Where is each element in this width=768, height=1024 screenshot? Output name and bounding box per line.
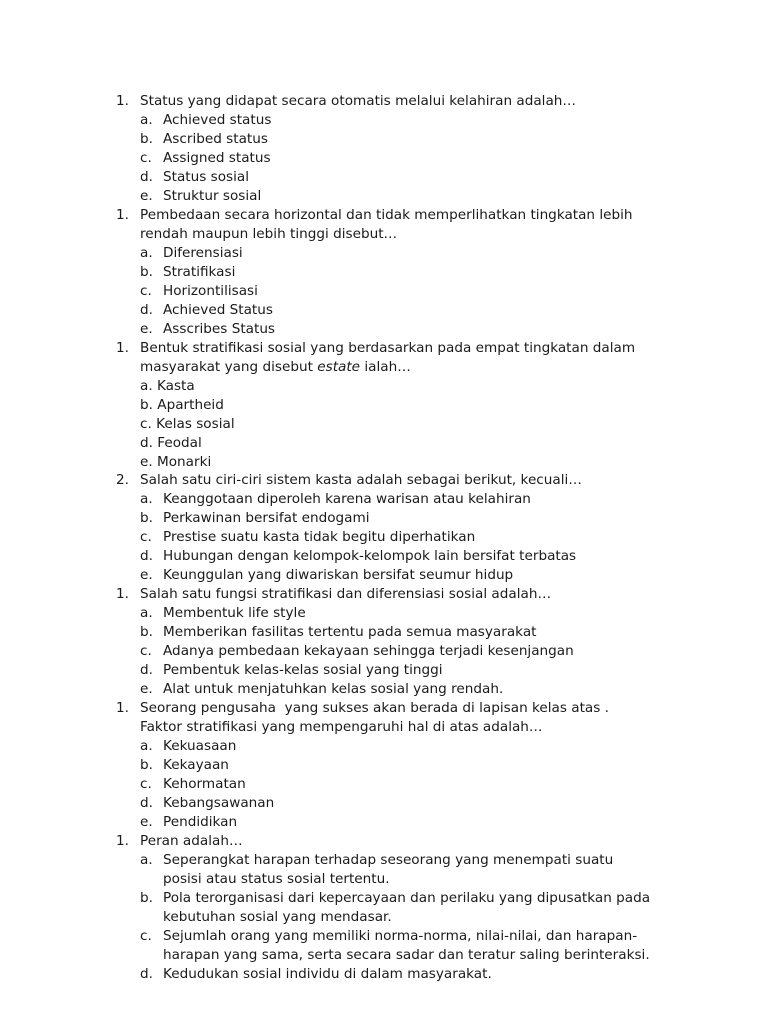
question-line [0,339,768,358]
option-item [0,301,768,320]
question-text: Faktor stratifikasi yang mempengaruhi hal di atas adalah… [140,719,543,735]
option-item [0,453,768,472]
option-item [0,547,768,566]
question-3 [0,339,768,472]
question-6 [0,699,768,832]
option-text [163,851,613,889]
option-item [0,415,768,434]
question-line [0,832,768,851]
question-text: Salah satu fungsi stratifikasi dan diferensiasi sosial adalah… [140,586,552,602]
option-text: c. Kelas sosial [140,416,235,432]
option-letter: d. [140,548,153,564]
option-item [0,813,768,832]
question-5 [0,585,768,699]
option-item [0,490,768,509]
question-line [0,206,768,225]
option-text: Achieved status [163,112,272,128]
option-letter: c. [140,776,152,792]
option-text: Alat untuk menjatuhkan kelas sosial yang rendah. [163,681,504,697]
option-item [0,604,768,623]
option-item [0,623,768,642]
option-letter: a. [140,738,153,754]
option-text: Asscribes Status [163,321,276,337]
option-item [0,889,768,927]
option-text: Ascribed status [163,131,268,147]
option-item [0,566,768,585]
option-letter: a. [140,605,153,621]
option-letter: a. [140,112,153,128]
option-letter: b. [140,757,153,773]
question-line [0,358,768,377]
option-item [0,927,768,965]
question-text: Salah satu ciri-ciri sistem kasta adalah sebagai berikut, kecuali… [140,472,582,488]
option-text: Struktur sosial [163,188,262,204]
option-item [0,965,768,984]
option-text: e. Monarki [140,454,212,470]
option-item [0,396,768,415]
question-line [0,585,768,604]
question-line [0,718,768,737]
option-letter: a. [140,245,153,261]
option-text: d. Feodal [140,435,202,451]
option-item [0,509,768,528]
option-text: Pendidikan [163,814,238,830]
option-text: Diferensiasi [163,245,243,261]
option-letter: c. [140,529,152,545]
option-text: Membentuk life style [163,605,306,621]
option-text-line: Sejumlah orang yang memiliki norma-norma, nilai-nilai, dan harapan- [163,928,638,944]
option-item [0,775,768,794]
option-letter: e. [140,321,153,337]
option-letter: d. [140,966,153,982]
option-letter: e. [140,567,153,583]
option-text: b. Apartheid [140,397,224,413]
option-text-line: Seperangkat harapan terhadap seseorang yang menempati suatu [163,852,614,868]
option-letter: a. [140,852,153,868]
option-text: Perkawinan bersifat endogami [163,510,370,526]
option-item [0,282,768,301]
option-text: Pembentuk kelas-kelas sosial yang tinggi [163,662,443,678]
option-item [0,168,768,187]
option-text: Achieved Status [163,302,273,318]
option-text: Memberikan fasilitas tertentu pada semua masyarakat [163,624,537,640]
question-number: 1. [116,586,129,602]
option-item [0,756,768,775]
option-item [0,377,768,396]
option-letter: b. [140,264,153,280]
option-item [0,642,768,661]
question-line [0,471,768,490]
option-item [0,661,768,680]
question-text [140,358,411,377]
option-item [0,263,768,282]
option-letter: e. [140,681,153,697]
option-item [0,528,768,547]
option-letter: e. [140,188,153,204]
option-letter: c. [140,283,152,299]
question-line [0,92,768,111]
option-text: Kehormatan [163,776,246,792]
question-number: 1. [116,340,129,356]
option-item [0,794,768,813]
option-text: Keunggulan yang diwariskan bersifat seumur hidup [163,567,514,583]
option-text [163,927,650,965]
question-text-part: masyarakat yang disebut [140,359,318,375]
option-letter: b. [140,890,153,906]
option-letter: b. [140,624,153,640]
option-text: a. Kasta [140,378,195,394]
option-letter: b. [140,131,153,147]
option-text-line: harapan yang sama, serta secara sadar dan teratur saling berinteraksi. [163,947,650,963]
question-number: 1. [116,700,129,716]
option-item [0,130,768,149]
option-item [0,434,768,453]
option-text: Hubungan dengan kelompok-kelompok lain bersifat terbatas [163,548,577,564]
option-text-line: kebutuhan sosial yang mendasar. [163,909,392,925]
question-text: Pembedaan secara horizontal dan tidak memperlihatkan tingkatan lebih [140,207,633,223]
option-item [0,320,768,339]
option-item [0,680,768,699]
option-item [0,149,768,168]
option-letter: c. [140,150,152,166]
option-letter: c. [140,643,152,659]
option-text: Kekayaan [163,757,229,773]
option-text: Kedudukan sosial individu di dalam masyarakat. [163,966,492,982]
question-text: Status yang didapat secara otomatis melalui kelahiran adalah… [140,93,577,109]
question-line [0,225,768,244]
emphasis-term: estate [317,359,361,375]
option-text-line: Pola terorganisasi dari kepercayaan dan perilaku yang dipusatkan pada [163,890,651,906]
option-letter: d. [140,662,153,678]
option-item [0,851,768,889]
question-text: Seorang pengusaha yang sukses akan berada di lapisan kelas atas . [140,700,609,716]
question-text: Peran adalah… [140,833,243,849]
question-2 [0,206,768,339]
question-7 [0,832,768,984]
option-letter: d. [140,795,153,811]
question-line [0,699,768,718]
option-letter: a. [140,491,153,507]
question-text: rendah maupun lebih tinggi disebut… [140,226,398,242]
option-text: Stratifikasi [163,264,236,280]
question-number: 1. [116,207,129,223]
option-text [163,889,650,927]
option-text: Kekuasaan [163,738,237,754]
option-letter: b. [140,510,153,526]
option-letter: d. [140,302,153,318]
question-number: 1. [116,833,129,849]
option-item [0,111,768,130]
question-4 [0,471,768,585]
question-text: Bentuk stratifikasi sosial yang berdasarkan pada empat tingkatan dalam [140,340,636,356]
option-text: Adanya pembedaan kekayaan sehingga terjadi kesenjangan [163,643,574,659]
option-letter: c. [140,928,152,944]
option-item [0,244,768,263]
option-text: Keanggotaan diperoleh karena warisan atau kelahiran [163,491,531,507]
option-letter: e. [140,814,153,830]
option-text-line: posisi atau status sosial tertentu. [163,871,390,887]
question-number: 1. [116,93,129,109]
option-text: Assigned status [163,150,271,166]
option-item [0,187,768,206]
option-letter: d. [140,169,153,185]
option-text: Status sosial [163,169,250,185]
question-text-part: ialah… [360,359,411,375]
option-text: Horizontilisasi [163,283,258,299]
option-text: Kebangsawanan [163,795,275,811]
question-number: 2. [116,472,129,488]
option-item [0,737,768,756]
option-text: Prestise suatu kasta tidak begitu diperhatikan [163,529,476,545]
question-1 [0,92,768,206]
